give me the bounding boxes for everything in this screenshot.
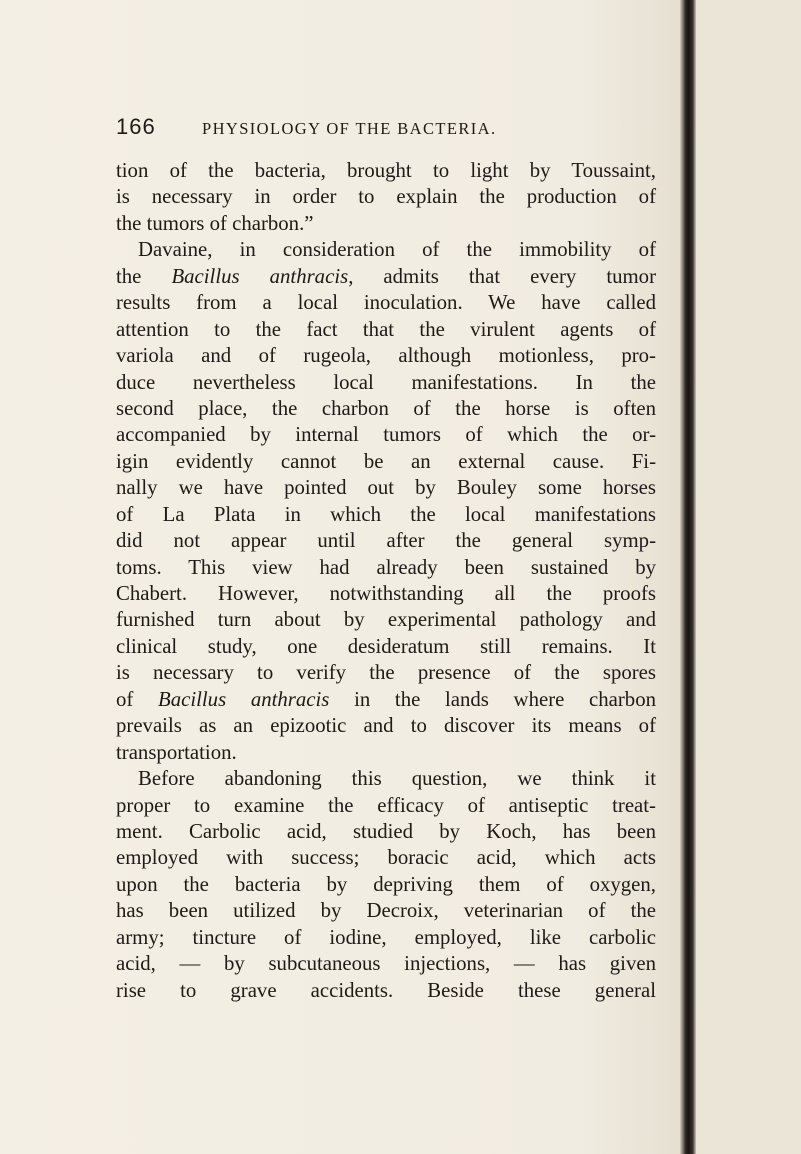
text-line: variola and of rugeola, although motionless, pro- (116, 344, 656, 368)
text-line: army; tincture of iodine, employed, like carbolic (116, 925, 656, 949)
body-text (116, 158, 656, 1004)
text-line: Before abandoning this question, we think it (138, 767, 656, 791)
text-line: of Bacillus anthracis in the lands where charbon (116, 687, 657, 711)
text-line: accompanied by internal tumors of which the or- (116, 423, 656, 447)
text-line: furnished turn about by experimental pathology and (116, 608, 656, 632)
text-line: proper to examine the efficacy of antiseptic treat- (116, 793, 656, 817)
text-line: the Bacillus anthracis, admits that every tumor (116, 264, 657, 288)
text-line: rise to grave accidents. Beside these general (116, 978, 656, 1002)
text-line: tion of the bacteria, brought to light by Toussaint, (116, 159, 656, 182)
text-line: upon the bacteria by depriving them of oxygen, (116, 872, 656, 896)
text-line: Chabert. However, notwithstanding all the proofs (116, 582, 656, 605)
species-name: Bacillus anthracis (171, 264, 349, 288)
text-line: clinical study, one desideratum still remains. It (116, 634, 656, 658)
text-line: prevails as an epizootic and to discover its means of (116, 714, 656, 738)
text-line: igin evidently cannot be an external cause. Fi- (116, 449, 656, 473)
text-line: Davaine, in consideration of the immobility of (138, 238, 656, 262)
text-line: did not appear until after the general symp- (116, 529, 656, 553)
text-line: duce nevertheless local manifestations. In the (116, 370, 656, 394)
text-line: ment. Carbolic acid, studied by Koch, has been (116, 819, 656, 843)
text-line: employed with success; boracic acid, which acts (116, 846, 656, 870)
text-line: has been utilized by Decroix, veterinarian of the (116, 899, 656, 923)
running-head: PHYSIOLOGY OF THE BACTERIA. (202, 119, 497, 138)
text-line: is necessary to verify the presence of the spores (116, 661, 656, 685)
species-name: Bacillus anthracis (158, 687, 330, 711)
text-line: second place, the charbon of the horse is often (116, 396, 656, 420)
facing-page-edge (696, 0, 801, 1154)
text-line: of La Plata in which the local manifestations (116, 502, 656, 526)
text-line: nally we have pointed out by Bouley some horses (116, 476, 656, 500)
page-number: 166 (116, 114, 156, 139)
text-line: results from a local inoculation. We have called (116, 291, 656, 315)
text-line: attention to the fact that the virulent agents of (116, 317, 656, 341)
text-line: the tumors of charbon.” (116, 211, 314, 235)
page-header (116, 114, 616, 144)
text-line: is necessary in order to explain the production of (116, 185, 656, 209)
text-line: acid, — by subcutaneous injections, — has given (116, 952, 656, 976)
text-line: toms. This view had already been sustained by (116, 555, 656, 579)
book-gutter (680, 0, 696, 1154)
text-line: transportation. (116, 740, 237, 764)
